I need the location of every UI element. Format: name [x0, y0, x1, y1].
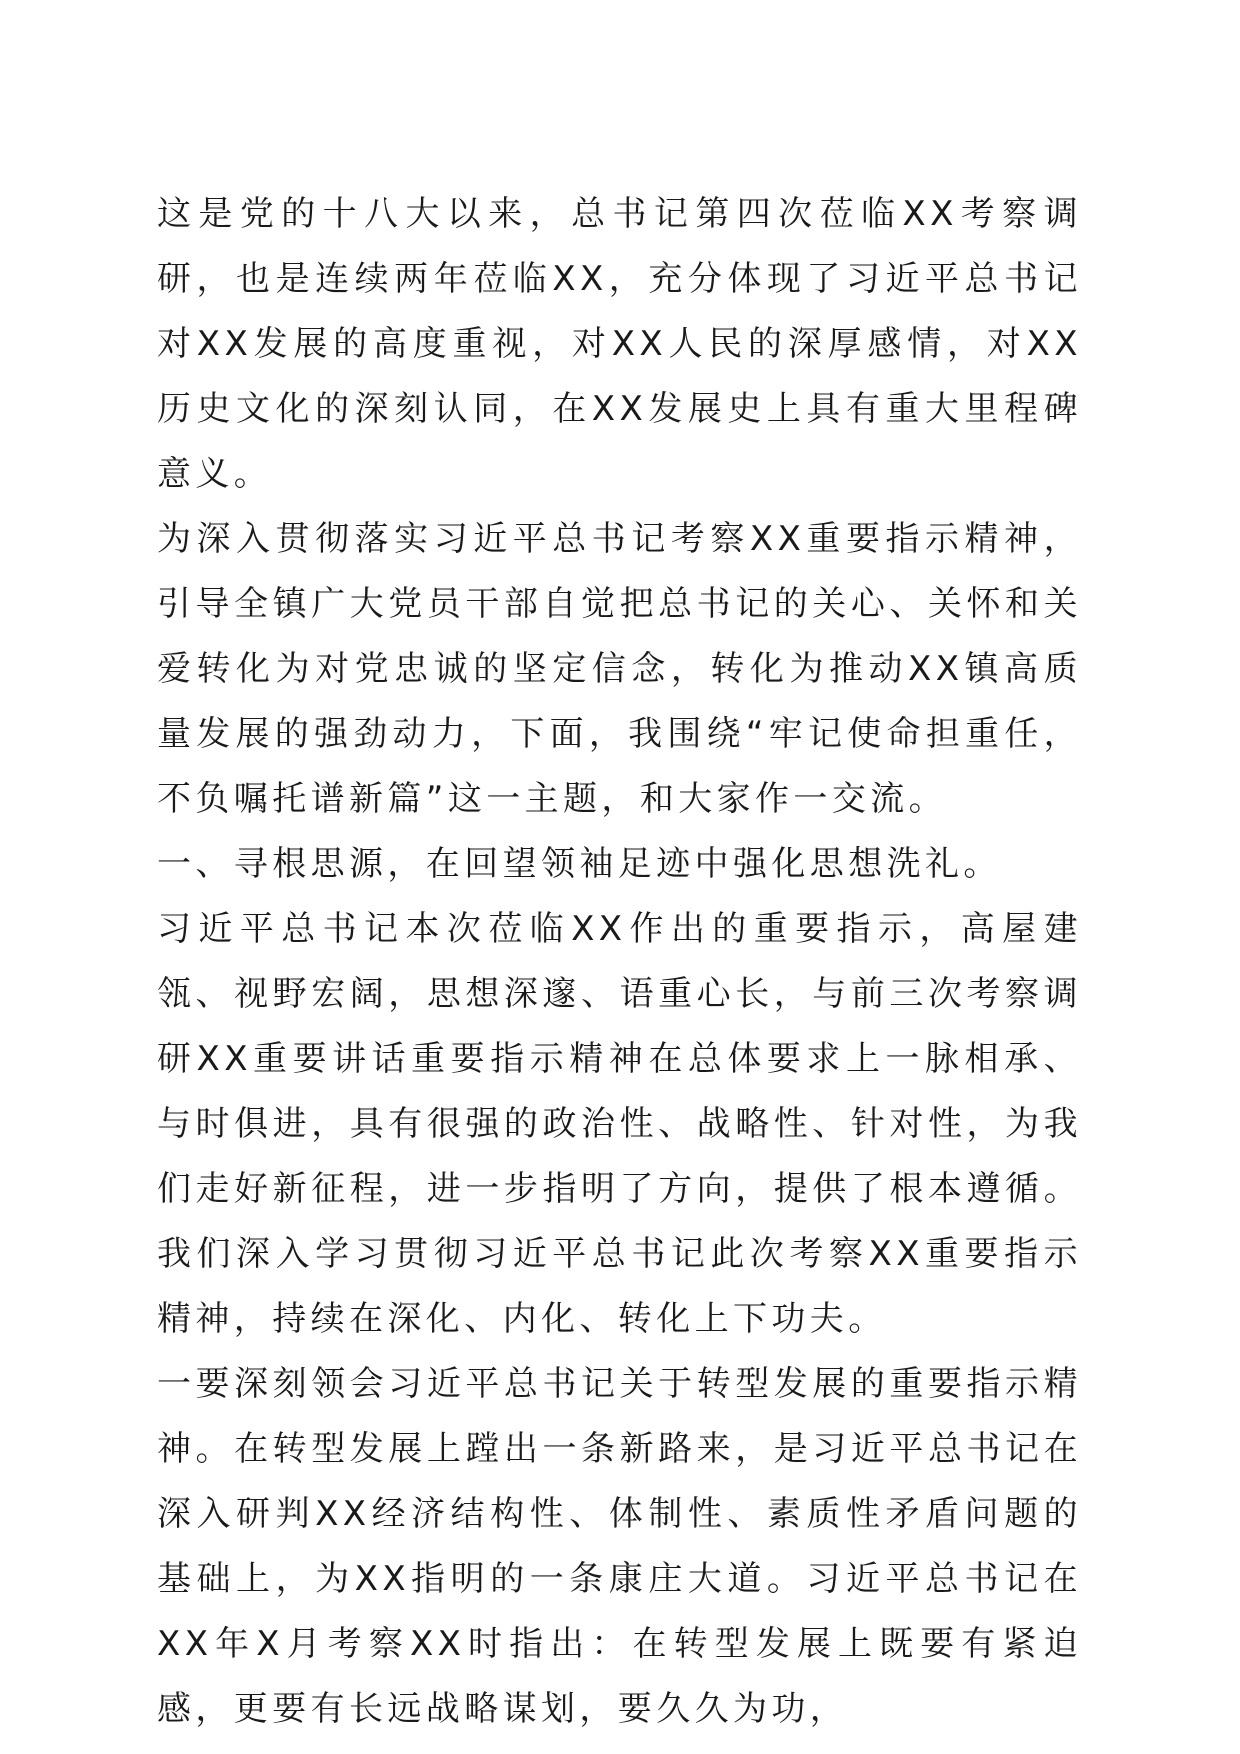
- paragraph-transformation: 一要深刻领会习近平总书记关于转型发展的重要指示精神。在转型发展上蹚出一条新路来，是习近平总书记在深入研判XX经济结构性、体制性、素质性矛盾问题的基础上，为XX指明的一条康庄大道。习近平总书记在XX年X月考察XX时指出：在转型发展上既要有紧迫感，更要有长远战略谋划，要久久为功，: [157, 1364, 1082, 1729]
- paragraph-instructions: 习近平总书记本次莅临XX作出的重要指示，高屋建瓴、视野宏阔，思想深邃、语重心长，与前三次考察调研XX重要讲话重要指示精神在总体要求上一脉相承、与时俱进，具有很强的政治性、战略性、针对性，为我们走好新征程，进一步指明了方向，提供了根本遵循。我们深入学习贯彻习近平总书记此次考察XX重要指示精神，持续在深化、内化、转化上下功夫。: [157, 909, 1082, 1339]
- section-heading-1: 一、寻根思源，在回望领袖足迹中强化思想洗礼。: [157, 844, 1002, 884]
- document-body: [157, 182, 1082, 1742]
- paragraph-intro: 这是党的十八大以来，总书记第四次莅临XX考察调研，也是连续两年莅临XX，充分体现了习近平总书记对XX发展的高度重视，对XX人民的深厚感情，对XX历史文化的深刻认同，在XX发展史上具有重大里程碑意义。: [157, 194, 1082, 494]
- paragraph-purpose: 为深入贯彻落实习近平总书记考察XX重要指示精神，引导全镇广大党员干部自觉把总书记的关心、关怀和关爱转化为对党忠诚的坚定信念，转化为推动XX镇高质量发展的强劲动力，下面，我围绕“牢记使命担重任，不负嘱托谱新篇”这一主题，和大家作一交流。: [157, 519, 1082, 819]
